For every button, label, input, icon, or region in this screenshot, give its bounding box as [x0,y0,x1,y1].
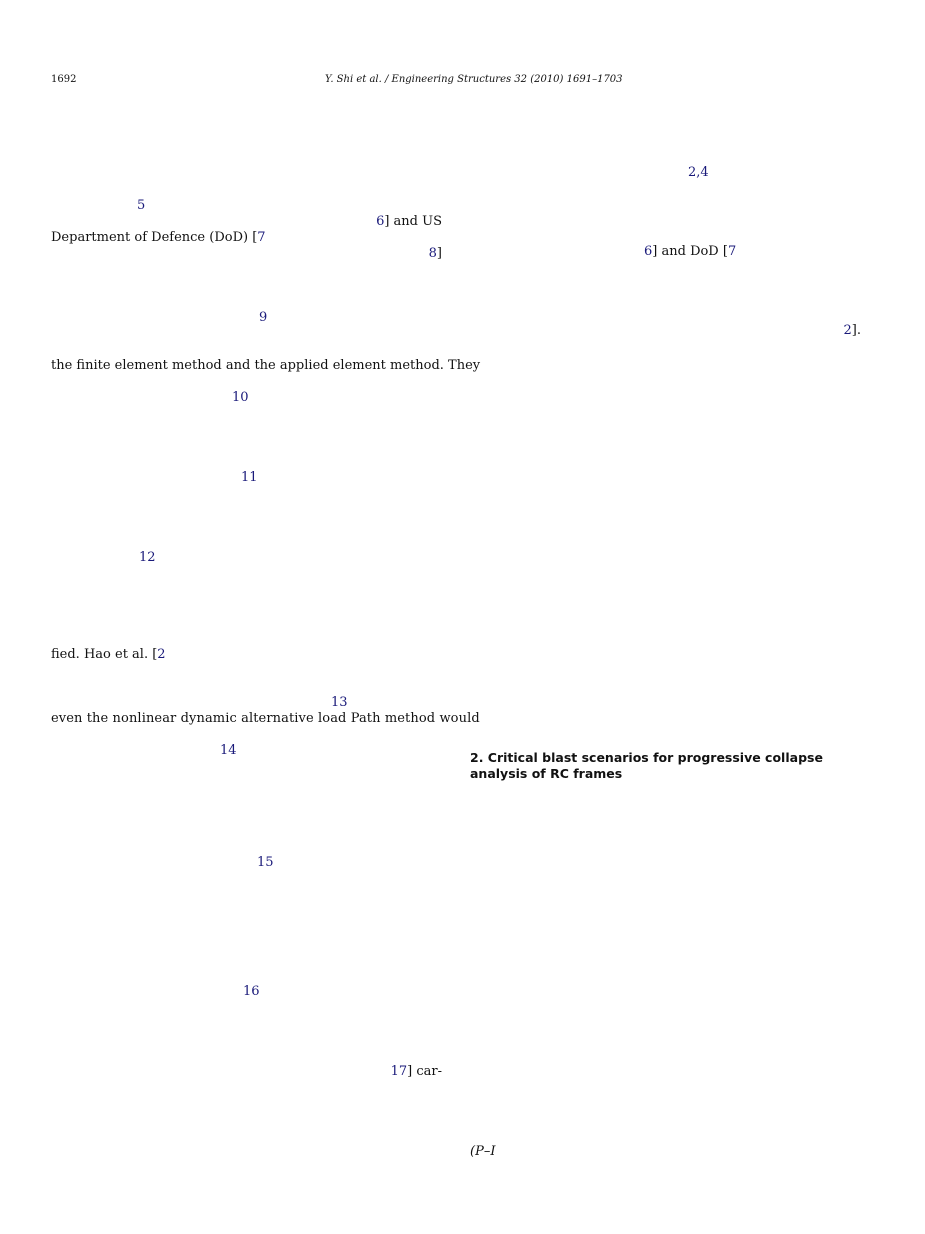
citation-7-right[interactable]: 7 [727,244,737,259]
citation-2[interactable]: 2 [157,647,166,662]
page-number: 1692 [51,74,77,85]
hao-line [51,647,166,663]
dod-text: Department of Defence (DoD) [ [51,230,258,245]
citation-7[interactable]: 7 [257,230,266,245]
citation-9[interactable]: 9 [259,310,268,325]
citation-11[interactable]: 11 [241,470,258,485]
citation-5[interactable]: 5 [137,198,146,213]
citation-6[interactable]: 6 [376,214,385,229]
dod-line [51,230,266,246]
ref-17-text: ] car- [407,1064,442,1079]
citation-14[interactable]: 14 [220,743,237,758]
ref-6-text: ] and US [384,214,442,229]
citation-12[interactable]: 12 [139,550,156,565]
ref-2-end-line [844,323,862,339]
ref-6-dod-text: ] and DoD [ [652,244,728,259]
ref-8-text: ] [436,246,442,261]
citation-2-right[interactable]: 2 [843,323,852,338]
ref-6-line [376,214,442,230]
running-title: Y. Shi et al. / Engineering Structures 32 (2010) 1691–1703 [325,74,623,85]
citation-8[interactable]: 8 [428,246,437,261]
ref-6-dod-line [644,244,736,260]
section-heading: 2. Critical blast scenarios for progressive collapse analysis of RC frames [470,750,823,781]
citation-6-right[interactable]: 6 [644,244,653,259]
citation-13[interactable]: 13 [331,695,348,710]
hao-text: fied. Hao et al. [ [51,647,158,662]
citation-10[interactable]: 10 [232,390,249,405]
nonlinear-line: even the nonlinear dynamic alternative load Path method would [51,711,480,726]
ref-8-line [429,246,442,262]
pi-fragment: (P–I [470,1144,496,1159]
citation-2-4[interactable]: 2,4 [688,165,709,180]
ref-17-line [391,1064,442,1080]
citation-16[interactable]: 16 [243,984,260,999]
fem-line: the finite element method and the applied element method. They [51,358,481,373]
ref-2-end-text: ]. [851,323,861,338]
citation-17[interactable]: 17 [390,1064,408,1079]
citation-15[interactable]: 15 [257,855,274,870]
